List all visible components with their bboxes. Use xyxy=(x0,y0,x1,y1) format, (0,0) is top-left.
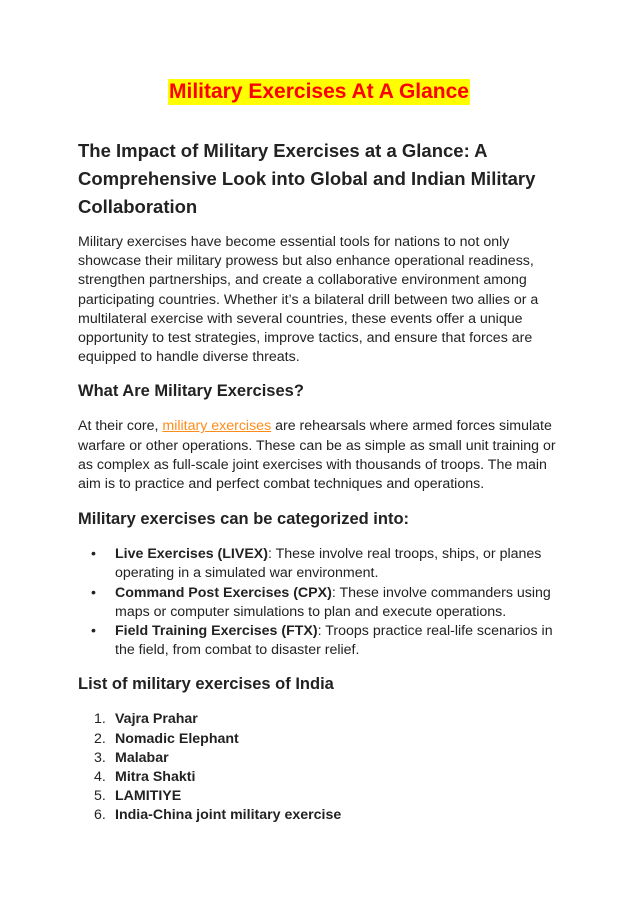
exercise-item xyxy=(78,787,560,806)
exercise-item xyxy=(78,749,560,768)
exercise-number: 3. xyxy=(94,749,106,766)
category-term: Live Exercises (LIVEX) xyxy=(115,546,268,563)
core-paragraph-suffix: are rehearsals where armed forces simulate warfare or other operations. These can be as simple as small unit training or as complex as full-scale joint exercises with thousands of troops. The main aim is to practice and perfect combat techniques and operations. xyxy=(78,418,556,493)
category-description: : These involve real troops, ships, or planes operating in a simulated war environment. xyxy=(115,546,542,582)
category-term: Command Post Exercises (CPX) xyxy=(115,584,332,601)
title-container xyxy=(78,0,560,113)
exercise-name: Malabar xyxy=(115,749,169,766)
category-item xyxy=(78,622,560,660)
exercises-list-heading: List of military exercises of India xyxy=(78,675,334,694)
exercises-list xyxy=(78,710,560,825)
military-exercises-link[interactable]: military exercises xyxy=(162,418,272,435)
exercise-name: India-China joint military exercise xyxy=(115,807,342,824)
exercise-name: Vajra Prahar xyxy=(115,711,198,728)
exercise-name: LAMITIYE xyxy=(115,788,182,805)
core-paragraph-prefix: At their core, xyxy=(78,418,163,435)
exercise-number: 2. xyxy=(94,730,106,747)
exercise-item xyxy=(78,806,560,825)
exercise-number: 1. xyxy=(94,711,106,728)
exercise-number: 4. xyxy=(94,769,106,786)
exercise-name: Nomadic Elephant xyxy=(115,730,239,747)
category-description: : These involve commanders using maps or computer simulations to plan and execute operations. xyxy=(115,584,551,620)
exercise-item xyxy=(78,710,560,729)
exercise-item xyxy=(78,730,560,749)
impact-heading: The Impact of Military Exercises at a Glance: A Comprehensive Look into Global and Indian Military Collaboration xyxy=(78,140,536,217)
category-item xyxy=(78,545,560,583)
categories-heading: Military exercises can be categorized into: xyxy=(78,510,410,529)
exercise-number: 5. xyxy=(94,788,106,805)
bullet-icon: • xyxy=(91,623,96,640)
page-title: Military Exercises At A Glance xyxy=(169,80,469,103)
exercise-number: 6. xyxy=(94,807,106,824)
what-are-heading: What Are Military Exercises? xyxy=(78,382,304,401)
category-item xyxy=(78,584,560,622)
intro-paragraph: Military exercises have become essential tools for nations to not only showcase their military prowess but also enhance operational readiness, strengthen partnerships, and create a collaborative environment among participating countries. Whether it’s a bilateral drill between two allies or a multilateral exercise with several countries, these events offer a unique opportunity to test strategies, improve tactics, and ensure that forces are equipped to handle diverse threats. xyxy=(78,234,539,366)
bullet-icon: • xyxy=(91,546,96,563)
exercise-name: Mitra Shakti xyxy=(115,769,196,786)
categories-list xyxy=(78,545,560,660)
exercise-item xyxy=(78,768,560,787)
core-paragraph xyxy=(78,417,560,494)
category-term: Field Training Exercises (FTX) xyxy=(115,623,318,640)
bullet-icon: • xyxy=(91,584,96,601)
category-description: : Troops practice real-life scenarios in the field, from combat to disaster relief. xyxy=(115,623,553,659)
